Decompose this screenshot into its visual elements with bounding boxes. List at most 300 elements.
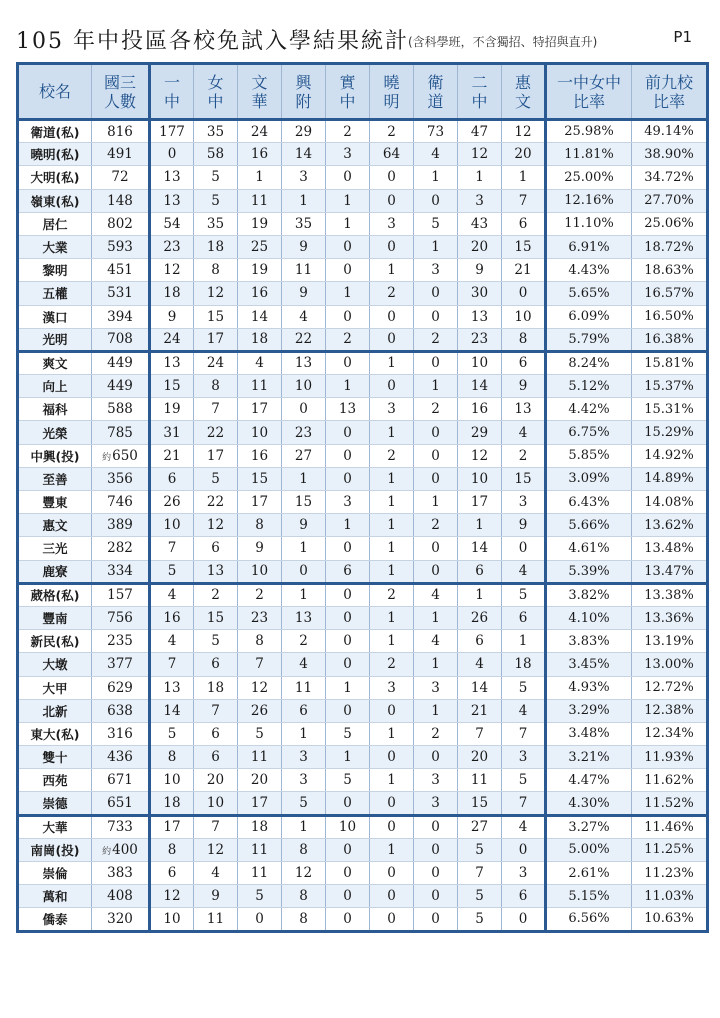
rate-top2-cell: 5.66% (546, 514, 632, 537)
column-header-c3 (238, 64, 282, 120)
admission-count-cell: 13 (458, 305, 502, 328)
admission-count-cell: 11 (238, 746, 282, 769)
table-row (18, 212, 708, 235)
rate-top2-cell: 5.15% (546, 885, 632, 908)
admission-count-cell: 7 (150, 653, 194, 676)
admission-count-cell: 8 (282, 885, 326, 908)
student-count-cell (92, 328, 150, 351)
admission-count-cell: 16 (458, 398, 502, 421)
admission-count-cell: 0 (282, 398, 326, 421)
school-name-cell: 大華 (18, 815, 92, 838)
rate-top2-cell: 3.83% (546, 630, 632, 653)
rate-top9-cell: 15.29% (632, 421, 708, 444)
admission-count-cell: 3 (282, 166, 326, 189)
table-row (18, 444, 708, 467)
admission-count-cell: 0 (414, 421, 458, 444)
student-count-value: 650 (112, 447, 138, 464)
student-count-cell (92, 815, 150, 838)
admission-count-cell: 17 (150, 815, 194, 838)
rate-top9-cell: 10.63% (632, 908, 708, 931)
admission-count-cell: 1 (370, 351, 414, 374)
rate-top9-cell: 25.06% (632, 212, 708, 235)
student-count-cell (92, 537, 150, 560)
admission-count-cell: 0 (326, 908, 370, 931)
school-name-cell: 中興(投) (18, 444, 92, 467)
student-count-value: 671 (107, 772, 133, 789)
admission-count-cell: 7 (502, 792, 546, 815)
student-count-value: 394 (107, 308, 133, 325)
school-name-cell: 西苑 (18, 769, 92, 792)
school-name-cell: 向上 (18, 375, 92, 398)
school-name-cell: 北新 (18, 699, 92, 722)
admission-count-cell: 2 (502, 444, 546, 467)
rate-top2-cell: 4.30% (546, 792, 632, 815)
table-row (18, 143, 708, 166)
student-count-value: 436 (107, 749, 133, 766)
admission-count-cell: 5 (238, 722, 282, 745)
admission-count-cell: 25 (238, 235, 282, 258)
school-name-cell: 居仁 (18, 212, 92, 235)
admission-count-cell: 73 (414, 120, 458, 143)
admission-count-cell: 9 (282, 514, 326, 537)
admission-count-cell: 30 (458, 282, 502, 305)
rate-top9-cell: 13.19% (632, 630, 708, 653)
admission-count-cell: 1 (414, 166, 458, 189)
admission-count-cell: 0 (370, 166, 414, 189)
table-row (18, 282, 708, 305)
rate-top2-cell: 2.61% (546, 862, 632, 885)
rate-top2-cell: 4.93% (546, 676, 632, 699)
rate-top2-cell: 3.82% (546, 583, 632, 606)
admission-count-cell: 18 (238, 328, 282, 351)
admission-count-cell: 3 (282, 746, 326, 769)
rate-top9-cell: 34.72% (632, 166, 708, 189)
admission-count-cell: 20 (502, 143, 546, 166)
admission-count-cell: 15 (150, 375, 194, 398)
column-header-c1 (150, 64, 194, 120)
column-header-line2: 道 (427, 91, 444, 111)
admission-count-cell: 1 (502, 166, 546, 189)
admission-count-cell: 18 (150, 792, 194, 815)
school-name-cell: 雙十 (18, 746, 92, 769)
rate-top2-cell: 3.48% (546, 722, 632, 745)
student-count-cell (92, 583, 150, 606)
admission-count-cell: 3 (282, 769, 326, 792)
admission-count-cell: 0 (370, 235, 414, 258)
rate-top9-cell: 11.93% (632, 746, 708, 769)
rate-top2-cell: 3.09% (546, 467, 632, 490)
student-count-value: 449 (107, 355, 133, 372)
school-name-cell: 大甲 (18, 676, 92, 699)
admission-count-cell: 1 (326, 189, 370, 212)
admission-count-cell: 0 (414, 815, 458, 838)
student-count-value: 383 (107, 865, 133, 882)
table-row (18, 908, 708, 931)
admission-count-cell: 10 (282, 375, 326, 398)
admission-count-cell: 5 (282, 792, 326, 815)
column-header-c8 (458, 64, 502, 120)
admission-count-cell: 0 (502, 282, 546, 305)
admission-count-cell: 1 (326, 282, 370, 305)
admission-count-cell: 1 (282, 815, 326, 838)
admission-count-cell: 1 (326, 676, 370, 699)
table-row (18, 491, 708, 514)
admission-count-cell: 18 (238, 815, 282, 838)
student-count-cell (92, 259, 150, 282)
column-header-line2: 中 (163, 91, 180, 111)
admission-count-cell: 4 (502, 421, 546, 444)
student-count-value: 708 (107, 331, 133, 348)
admission-count-cell: 15 (502, 467, 546, 490)
admission-count-cell: 29 (282, 120, 326, 143)
admission-count-cell: 3 (414, 676, 458, 699)
rate-top2-cell: 4.42% (546, 398, 632, 421)
admission-count-cell: 0 (326, 444, 370, 467)
admission-count-cell: 11 (238, 189, 282, 212)
table-header-row (18, 64, 708, 120)
admission-count-cell: 4 (194, 862, 238, 885)
admission-count-cell: 6 (326, 560, 370, 583)
rate-top2-cell: 3.27% (546, 815, 632, 838)
column-header-line1: 校名 (38, 82, 71, 101)
rate-top2-cell: 25.00% (546, 166, 632, 189)
admission-count-cell: 13 (150, 189, 194, 212)
student-count-cell (92, 235, 150, 258)
rate-top2-cell: 25.98% (546, 120, 632, 143)
rate-top9-cell: 13.62% (632, 514, 708, 537)
admission-count-cell: 9 (458, 259, 502, 282)
column-header-line1: 一中女中 (556, 72, 621, 92)
school-name-cell: 漢口 (18, 305, 92, 328)
school-name-cell: 福科 (18, 398, 92, 421)
admission-count-cell: 12 (282, 862, 326, 885)
admission-count-cell: 10 (194, 792, 238, 815)
column-header-line1: 曉 (383, 72, 400, 92)
student-count-cell (92, 885, 150, 908)
admission-count-cell: 1 (458, 166, 502, 189)
student-count-value: 316 (107, 725, 133, 742)
table-row (18, 769, 708, 792)
admission-count-cell: 8 (194, 259, 238, 282)
admission-count-cell: 23 (150, 235, 194, 258)
admission-count-cell: 1 (282, 189, 326, 212)
admission-count-cell: 0 (502, 908, 546, 931)
column-header-rate1 (546, 64, 632, 120)
rate-top9-cell: 14.92% (632, 444, 708, 467)
admission-count-cell: 0 (414, 746, 458, 769)
admission-count-cell: 6 (194, 537, 238, 560)
admission-count-cell: 1 (370, 537, 414, 560)
rate-top2-cell: 3.29% (546, 699, 632, 722)
admission-count-cell: 1 (370, 630, 414, 653)
admission-count-cell: 1 (370, 514, 414, 537)
page-header (16, 24, 706, 58)
school-name-cell: 葳格(私) (18, 583, 92, 606)
rate-top2-cell: 6.91% (546, 235, 632, 258)
student-count-value: 408 (107, 888, 133, 905)
admission-count-cell: 2 (370, 444, 414, 467)
admission-count-cell: 0 (370, 746, 414, 769)
admission-count-cell: 1 (238, 166, 282, 189)
admission-count-cell: 5 (238, 885, 282, 908)
admission-count-cell: 1 (370, 259, 414, 282)
table-row (18, 722, 708, 745)
table-body (18, 120, 708, 932)
admission-count-cell: 0 (326, 630, 370, 653)
admission-count-cell: 12 (238, 676, 282, 699)
admission-count-cell: 6 (502, 606, 546, 629)
rate-top9-cell: 16.50% (632, 305, 708, 328)
admission-count-cell: 10 (150, 514, 194, 537)
table-row (18, 166, 708, 189)
student-count-cell (92, 421, 150, 444)
admission-count-cell: 21 (150, 444, 194, 467)
admission-count-cell: 17 (238, 398, 282, 421)
school-name-cell: 三光 (18, 537, 92, 560)
student-count-value: 816 (107, 123, 133, 140)
admission-count-cell: 20 (458, 746, 502, 769)
admission-count-cell: 2 (414, 328, 458, 351)
admission-count-cell: 3 (502, 491, 546, 514)
admission-count-cell: 15 (194, 606, 238, 629)
admission-count-cell: 0 (326, 305, 370, 328)
admission-count-cell: 0 (414, 305, 458, 328)
admission-count-cell: 2 (414, 514, 458, 537)
admission-count-cell: 0 (414, 351, 458, 374)
admission-count-cell: 11 (458, 769, 502, 792)
column-header-c5 (326, 64, 370, 120)
student-count-value: 588 (107, 401, 133, 418)
admission-count-cell: 5 (502, 769, 546, 792)
admission-count-cell: 15 (502, 235, 546, 258)
admission-count-cell: 2 (370, 120, 414, 143)
student-count-cell (92, 467, 150, 490)
admission-count-cell: 0 (414, 282, 458, 305)
admission-count-cell: 17 (194, 444, 238, 467)
admission-count-cell: 12 (194, 514, 238, 537)
admission-count-cell: 11 (282, 259, 326, 282)
rate-top2-cell: 4.43% (546, 259, 632, 282)
student-count-cell (92, 908, 150, 931)
admission-count-cell: 5 (194, 467, 238, 490)
student-count-value: 593 (107, 239, 133, 256)
admission-count-cell: 7 (458, 862, 502, 885)
admission-count-cell: 15 (282, 491, 326, 514)
admission-count-cell: 0 (414, 560, 458, 583)
table-row (18, 120, 708, 143)
results-table (16, 62, 709, 933)
rate-top9-cell: 13.00% (632, 653, 708, 676)
admission-count-cell: 15 (238, 467, 282, 490)
admission-count-cell: 27 (458, 815, 502, 838)
school-name-cell: 光明 (18, 328, 92, 351)
admission-count-cell: 13 (326, 398, 370, 421)
admission-count-cell: 4 (238, 351, 282, 374)
admission-count-cell: 2 (414, 722, 458, 745)
admission-count-cell: 1 (414, 606, 458, 629)
admission-count-cell: 15 (194, 305, 238, 328)
admission-count-cell: 3 (370, 212, 414, 235)
admission-count-cell: 8 (150, 746, 194, 769)
admission-count-cell: 1 (326, 375, 370, 398)
column-header-line1: 興 (295, 72, 312, 92)
school-name-cell: 大墩 (18, 653, 92, 676)
rate-top9-cell: 13.38% (632, 583, 708, 606)
table-row (18, 560, 708, 583)
page-title: 105 年中投區各校免試入學結果統計 (16, 29, 409, 54)
rate-top2-cell: 5.39% (546, 560, 632, 583)
student-count-value: 451 (107, 262, 133, 279)
admission-count-cell: 0 (414, 467, 458, 490)
admission-count-cell: 1 (414, 491, 458, 514)
admission-count-cell: 12 (502, 120, 546, 143)
results-table-container (16, 62, 706, 933)
admission-count-cell: 19 (238, 212, 282, 235)
student-count-cell (92, 189, 150, 212)
school-name-cell: 大業 (18, 235, 92, 258)
admission-count-cell: 11 (282, 676, 326, 699)
student-count-value: 449 (107, 378, 133, 395)
school-name-cell: 新民(私) (18, 630, 92, 653)
admission-count-cell: 9 (502, 514, 546, 537)
admission-count-cell: 4 (414, 143, 458, 166)
rate-top2-cell: 11.81% (546, 143, 632, 166)
table-row (18, 862, 708, 885)
admission-count-cell: 1 (370, 421, 414, 444)
school-name-cell: 崇德 (18, 792, 92, 815)
admission-count-cell: 6 (150, 862, 194, 885)
admission-count-cell: 0 (370, 862, 414, 885)
column-header-rate2 (632, 64, 708, 120)
admission-count-cell: 14 (458, 676, 502, 699)
rate-top9-cell: 11.03% (632, 885, 708, 908)
rate-top9-cell: 12.34% (632, 722, 708, 745)
admission-count-cell: 4 (282, 305, 326, 328)
admission-count-cell: 6 (282, 699, 326, 722)
admission-count-cell: 1 (370, 769, 414, 792)
admission-count-cell: 17 (238, 491, 282, 514)
admission-count-cell: 9 (502, 375, 546, 398)
admission-count-cell: 5 (414, 212, 458, 235)
rate-top9-cell: 14.08% (632, 491, 708, 514)
admission-count-cell: 0 (282, 560, 326, 583)
student-count-value: 802 (107, 215, 133, 232)
admission-count-cell: 23 (282, 421, 326, 444)
admission-count-cell: 2 (326, 328, 370, 351)
admission-count-cell: 22 (282, 328, 326, 351)
admission-count-cell: 3 (414, 259, 458, 282)
admission-count-cell: 20 (194, 769, 238, 792)
column-header-name (18, 64, 92, 120)
rate-top9-cell: 38.90% (632, 143, 708, 166)
admission-count-cell: 17 (458, 491, 502, 514)
admission-count-cell: 3 (326, 491, 370, 514)
admission-count-cell: 1 (414, 699, 458, 722)
admission-count-cell: 1 (370, 722, 414, 745)
admission-count-cell: 12 (194, 838, 238, 861)
admission-count-cell: 26 (150, 491, 194, 514)
student-count-value: 531 (107, 285, 133, 302)
page-number: P1 (673, 28, 692, 46)
admission-count-cell: 2 (370, 583, 414, 606)
admission-count-cell: 35 (194, 212, 238, 235)
admission-count-cell: 23 (238, 606, 282, 629)
admission-count-cell: 10 (458, 351, 502, 374)
admission-count-cell: 26 (238, 699, 282, 722)
rate-top2-cell: 6.43% (546, 491, 632, 514)
admission-count-cell: 35 (194, 120, 238, 143)
rate-top2-cell: 3.21% (546, 746, 632, 769)
admission-count-cell: 14 (150, 699, 194, 722)
school-name-cell: 光榮 (18, 421, 92, 444)
admission-count-cell: 1 (282, 467, 326, 490)
column-header-line2: 中 (471, 91, 488, 111)
rate-top9-cell: 15.81% (632, 351, 708, 374)
admission-count-cell: 1 (282, 537, 326, 560)
rate-top2-cell: 5.79% (546, 328, 632, 351)
admission-count-cell: 17 (194, 328, 238, 351)
admission-count-cell: 3 (502, 746, 546, 769)
column-header-line1: 文 (251, 72, 268, 92)
table-row (18, 259, 708, 282)
admission-count-cell: 22 (194, 421, 238, 444)
admission-count-cell: 11 (238, 862, 282, 885)
admission-count-cell: 0 (414, 838, 458, 861)
admission-count-cell: 43 (458, 212, 502, 235)
admission-count-cell: 0 (326, 235, 370, 258)
admission-count-cell: 7 (458, 722, 502, 745)
admission-count-cell: 21 (502, 259, 546, 282)
admission-count-cell: 6 (194, 653, 238, 676)
student-count-cell (92, 722, 150, 745)
rate-top2-cell: 5.85% (546, 444, 632, 467)
admission-count-cell: 1 (458, 583, 502, 606)
student-count-cell (92, 514, 150, 537)
admission-count-cell: 0 (370, 908, 414, 931)
admission-count-cell: 0 (150, 143, 194, 166)
admission-count-cell: 19 (150, 398, 194, 421)
column-header-line2: 文 (514, 91, 531, 111)
admission-count-cell: 2 (194, 583, 238, 606)
table-row (18, 885, 708, 908)
rate-top2-cell: 5.12% (546, 375, 632, 398)
admission-count-cell: 10 (238, 560, 282, 583)
admission-count-cell: 0 (238, 908, 282, 931)
admission-count-cell: 9 (282, 235, 326, 258)
admission-count-cell: 18 (194, 235, 238, 258)
admission-count-cell: 0 (326, 537, 370, 560)
admission-count-cell: 4 (502, 699, 546, 722)
rate-top2-cell: 6.56% (546, 908, 632, 931)
admission-count-cell: 2 (370, 653, 414, 676)
school-name-cell: 萬和 (18, 885, 92, 908)
admission-count-cell: 13 (150, 166, 194, 189)
rate-top2-cell: 6.75% (546, 421, 632, 444)
admission-count-cell: 5 (458, 885, 502, 908)
table-row (18, 537, 708, 560)
student-count-value: 651 (107, 795, 133, 812)
student-count-value: 282 (107, 540, 133, 557)
admission-count-cell: 12 (458, 444, 502, 467)
table-row (18, 838, 708, 861)
admission-count-cell: 16 (238, 282, 282, 305)
admission-count-cell: 3 (414, 792, 458, 815)
admission-count-cell: 12 (458, 143, 502, 166)
table-row (18, 375, 708, 398)
column-header-line2: 比率 (572, 91, 605, 111)
rate-top9-cell: 49.14% (632, 120, 708, 143)
admission-count-cell: 18 (502, 653, 546, 676)
